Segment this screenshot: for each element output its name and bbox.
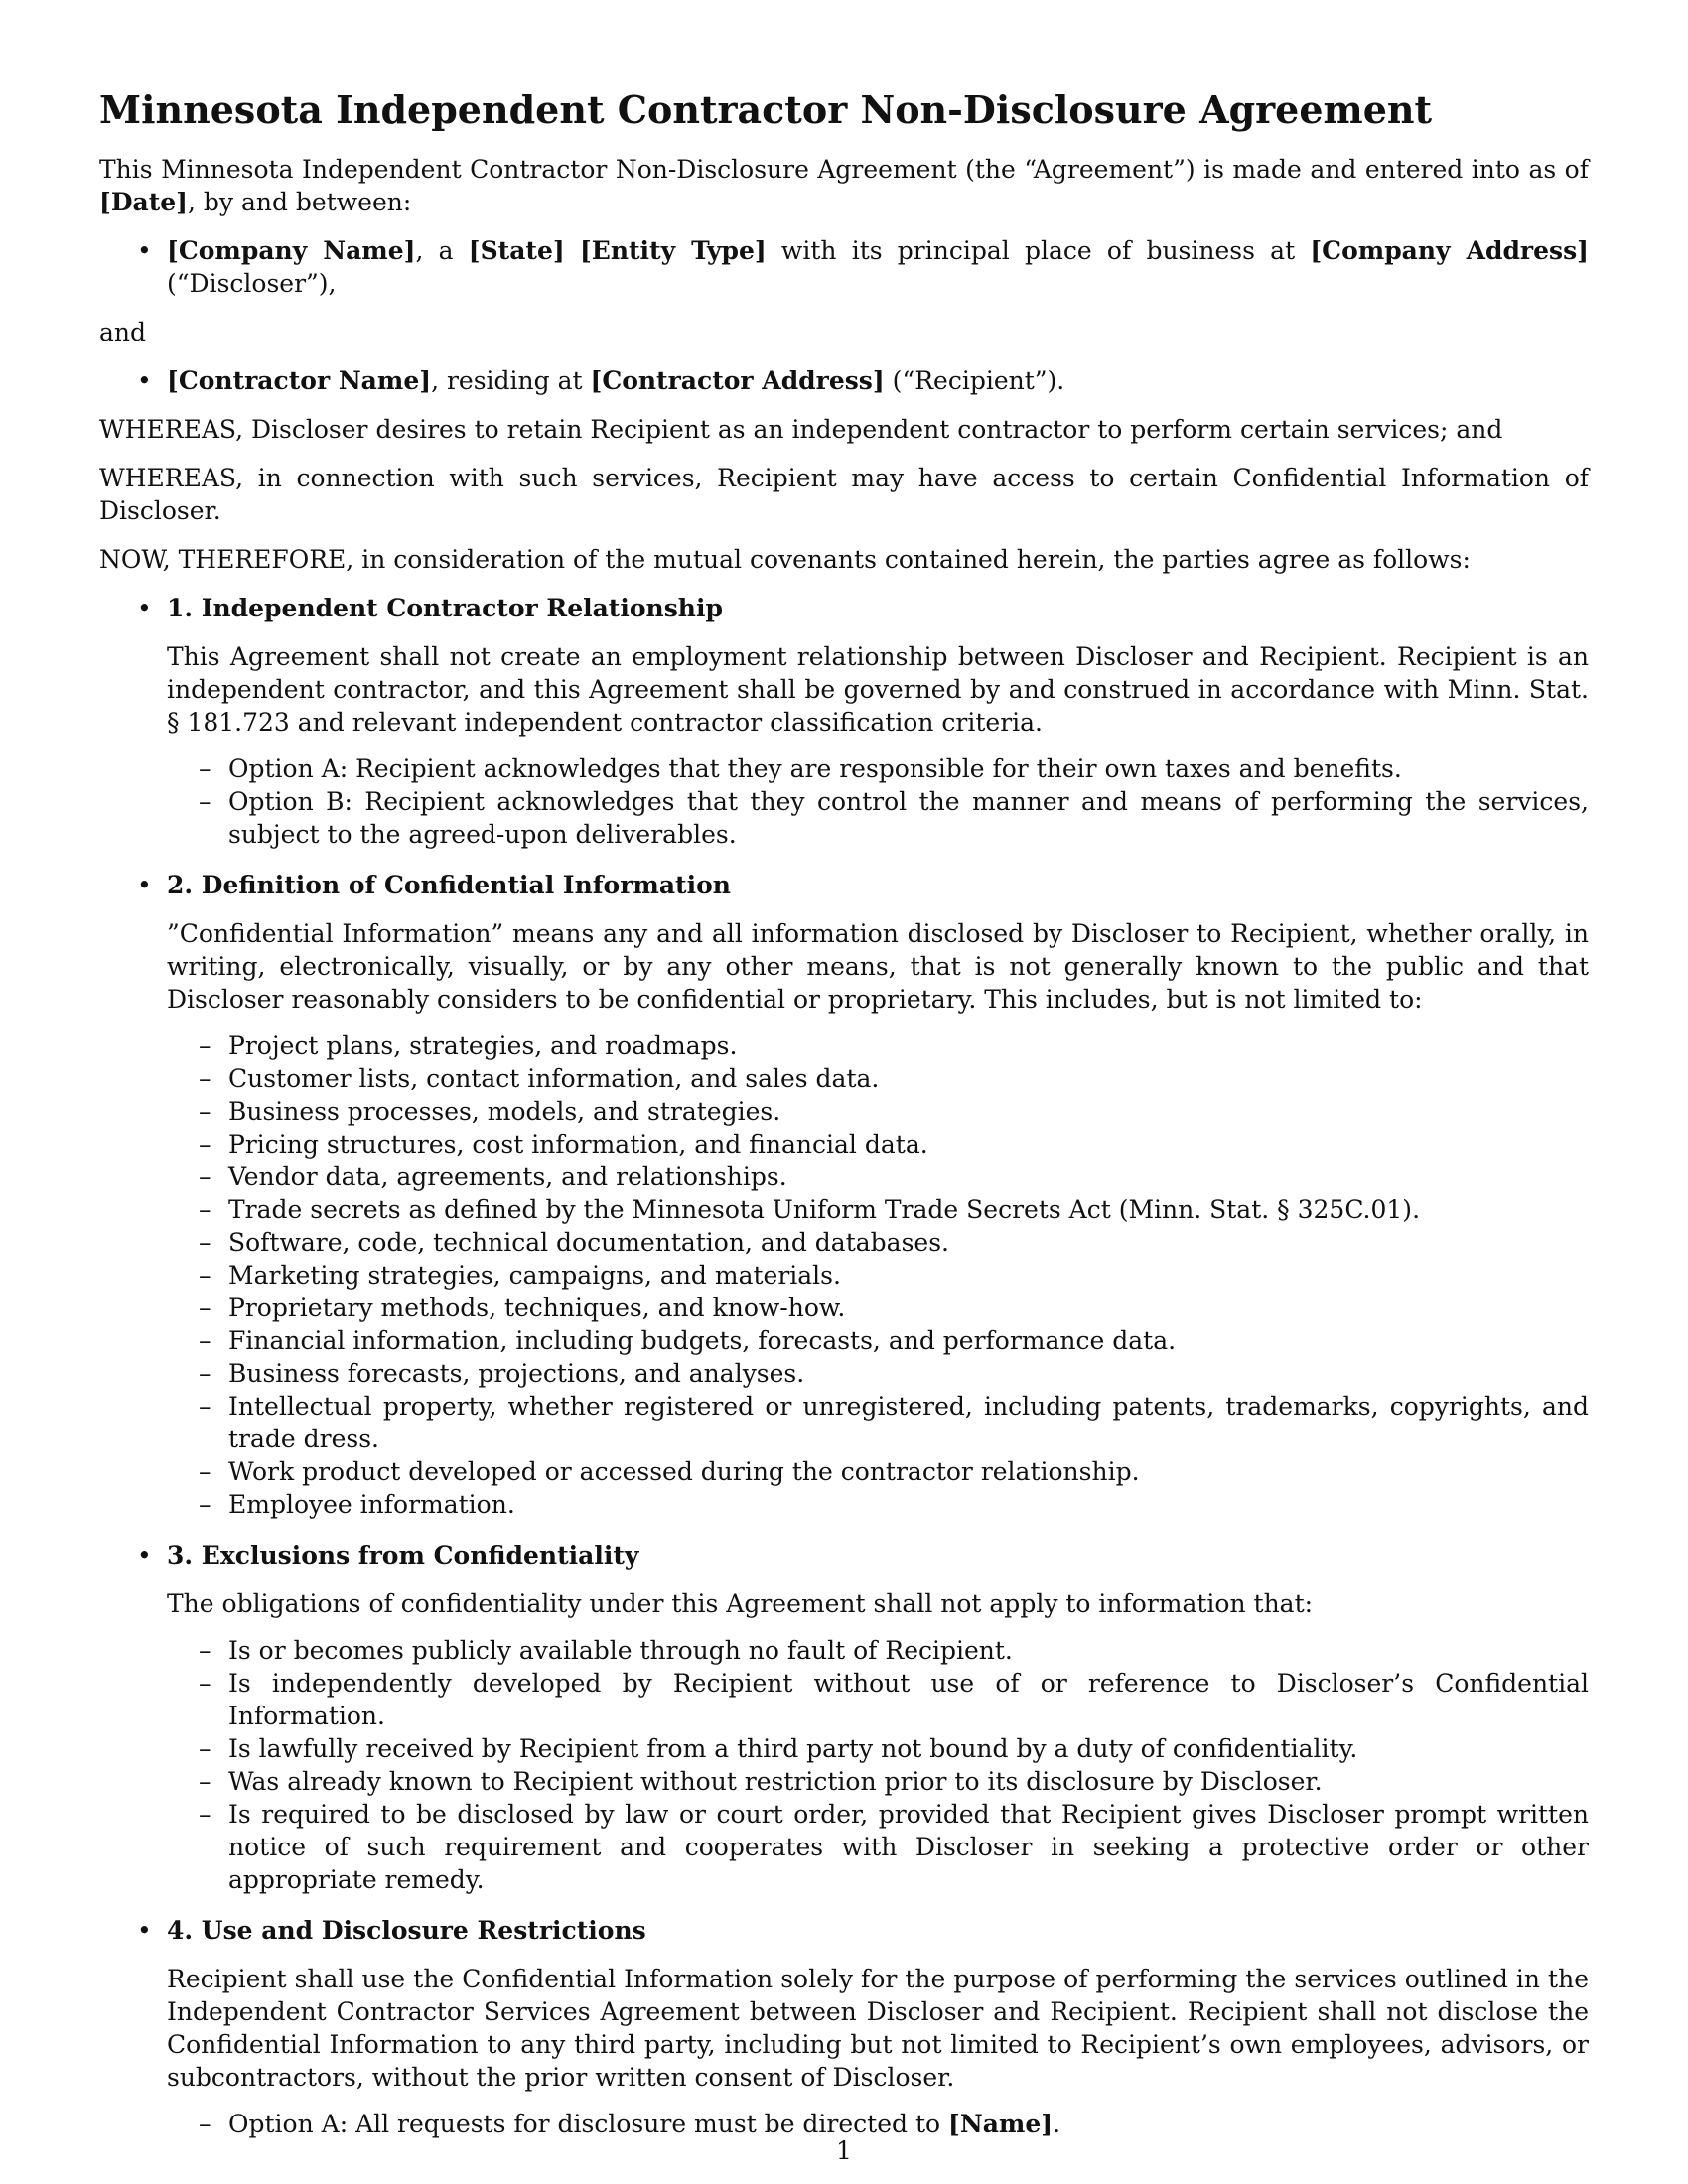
document-content [99, 87, 1589, 2158]
party1-space [565, 236, 580, 265]
list-item: – Is required to be disclosed by law or court order, provided that Recipient gives Discloser prompt written notice of such requirement and cooperates with Discloser in seeking a protective order or other appropriate remedy. [167, 1798, 1589, 1896]
section-heading: • 3. Exclusions from Confidentiality [167, 1539, 1589, 1571]
party2-text-b: (“Recipient”). [884, 366, 1065, 395]
name-placeholder: [Name] [948, 2110, 1054, 2138]
section-heading: • 2. Definition of Confidential Information [167, 869, 1589, 901]
section-1 [99, 592, 1589, 851]
party-recipient [99, 364, 1589, 397]
list-item: – Vendor data, agreements, and relationships. [167, 1160, 1589, 1193]
list-item: – Marketing strategies, campaigns, and materials. [167, 1259, 1589, 1292]
contractor-name-placeholder: [Contractor Name] [167, 366, 432, 395]
list-item: – Option B: Recipient acknowledges that they control the manner and means of performing the services, subject to the agreed-upon deliverables. [167, 785, 1589, 851]
party-discloser [99, 234, 1589, 300]
option-text: Option A: All requests for disclosure must be directed to [228, 2110, 949, 2138]
section-4 [99, 1914, 1589, 2140]
list-item: – Pricing structures, cost information, and financial data. [167, 1128, 1589, 1160]
section-3 [99, 1539, 1589, 1896]
list-item: – Was already known to Recipient without restriction prior to its disclosure by Discloser. [167, 1765, 1589, 1798]
state-placeholder: [State] [468, 236, 565, 265]
list-item: – Employee information. [167, 1488, 1589, 1521]
list-item: – Is lawfully received by Recipient from a third party not bound by a duty of confidentiality. [167, 1732, 1589, 1765]
section-body: The obligations of confidentiality under this Agreement shall not apply to information that: [167, 1589, 1314, 1618]
company-name-placeholder: [Company Name] [167, 236, 416, 265]
party2-text-a: , residing at [431, 366, 591, 395]
party1-text-a: , a [415, 236, 469, 265]
whereas-1: WHEREAS, Discloser desires to retain Recipient as an independent contractor to perform certain services; and [99, 415, 1503, 444]
option-suffix: . [1053, 2110, 1061, 2138]
list-item: – Option A: Recipient acknowledges that they are responsible for their own taxes and benefits. [167, 752, 1589, 785]
entity-type-placeholder: [Entity Type] [579, 236, 767, 265]
section-body: ”Confidential Information” means any and all information disclosed by Discloser to Recipient, whether orally, in writing, electronically, visually, or by any other means, that is not generally known to the public and that Discloser reasonably considers to be confidential or proprietary. This includes, but is not limited to: [167, 919, 1589, 1014]
list-item: – Business processes, models, and strategies. [167, 1095, 1589, 1128]
intro-text-end: , by and between: [188, 188, 412, 216]
intro-paragraph [99, 153, 1589, 218]
page-number: 1 [836, 2136, 852, 2165]
list-item: – Trade secrets as defined by the Minnesota Uniform Trade Secrets Act (Minn. Stat. § 325C.01). [167, 1193, 1589, 1226]
section-heading: • 1. Independent Contractor Relationship [167, 592, 1589, 624]
list-item: – Proprietary methods, techniques, and know-how. [167, 1292, 1589, 1324]
list-item: – Financial information, including budgets, forecasts, and performance data. [167, 1324, 1589, 1357]
section-list [167, 752, 1589, 851]
contractor-address-placeholder: [Contractor Address] [590, 366, 885, 395]
list-item: – Intellectual property, whether registered or unregistered, including patents, trademarks, copyrights, and trade dress. [167, 1390, 1589, 1455]
intro-text: This Minnesota Independent Contractor Non-Disclosure Agreement (the “Agreement”) is made and entered into as of [99, 155, 1589, 184]
section-list [167, 1029, 1589, 1521]
list-item: – Customer lists, contact information, and sales data. [167, 1062, 1589, 1095]
section-heading: • 4. Use and Disclosure Restrictions [167, 1914, 1589, 1947]
list-item: – Is independently developed by Recipient without use of or reference to Discloser’s Confidential Information. [167, 1667, 1589, 1732]
list-item: – Work product developed or accessed during the contractor relationship. [167, 1455, 1589, 1488]
party1-text-b: with its principal place of business at [766, 236, 1311, 265]
list-item: – Software, code, technical documentation, and databases. [167, 1226, 1589, 1259]
section-2 [99, 869, 1589, 1521]
list-item: – Project plans, strategies, and roadmaps. [167, 1029, 1589, 1062]
list-item: – Business forecasts, projections, and analyses. [167, 1357, 1589, 1390]
and-text: and [99, 318, 147, 346]
document-title: Minnesota Independent Contractor Non-Disclosure Agreement [99, 87, 1433, 132]
list-item: – Is or becomes publicly available through no fault of Recipient. [167, 1634, 1589, 1667]
now-therefore: NOW, THEREFORE, in consideration of the mutual covenants contained herein, the parties agree as follows: [99, 545, 1471, 574]
whereas-2: WHEREAS, in connection with such services, Recipient may have access to certain Confidential Information of Discloser. [99, 464, 1589, 525]
party1-text-c: (“Discloser”), [167, 269, 337, 298]
section-body: This Agreement shall not create an employment relationship between Discloser and Recipient. Recipient is an independent contractor, and this Agreement shall be governed by and construed in accordance with Minn. Stat. § 181.723 and relevant independent contractor classification criteria. [167, 642, 1589, 737]
section-list [167, 1634, 1589, 1896]
company-address-placeholder: [Company Address] [1310, 236, 1589, 265]
date-placeholder: [Date] [99, 188, 188, 216]
section-body: Recipient shall use the Confidential Information solely for the purpose of performing the services outlined in the Independent Contractor Services Agreement between Discloser and Recipient. Recipient shall not disclose the Confidential Information to any third party, including but not limited to Recipient’s own employees, advisors, or subcontractors, without the prior written consent of Discloser. [167, 1965, 1589, 2092]
